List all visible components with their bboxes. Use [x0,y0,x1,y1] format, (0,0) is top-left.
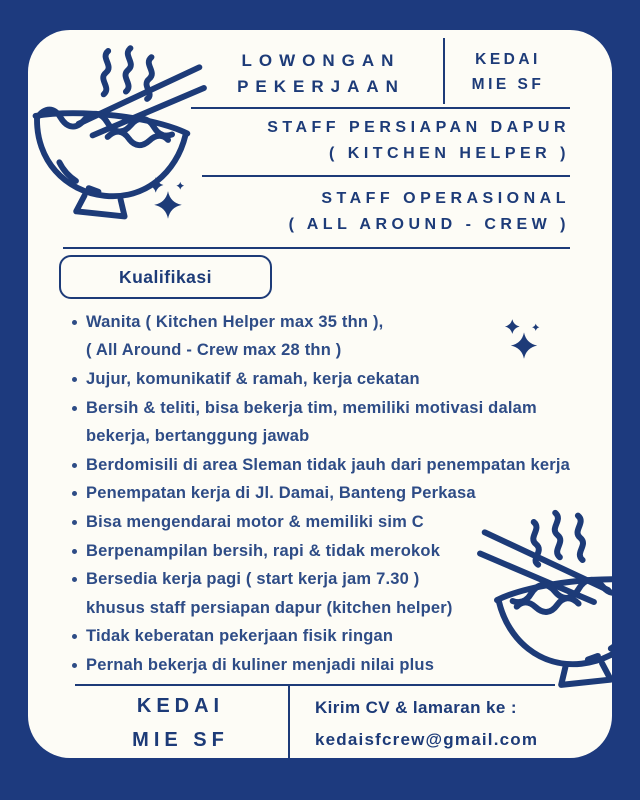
footer-divider [288,684,290,758]
bullet-dot [72,549,77,554]
list-item [72,594,577,623]
list-item [72,537,577,566]
job-subtitle: ( KITCHEN HELPER ) [329,145,570,162]
list-item [72,651,577,680]
section-rule [191,107,570,109]
footer-contact [315,692,565,756]
qualification-text: Bersedia kerja pagi ( start kerja jam 7.30 ) [86,570,420,589]
qualification-text: Pernah bekerja di kuliner menjadi nilai plus [86,655,435,674]
bullet-dot [72,463,77,468]
qualification-list [72,308,577,680]
qualification-text: Tidak keberatan pekerjaan fisik ringan [86,627,394,646]
list-item [72,422,577,451]
footer-brand-line2: MIE SF [132,729,229,751]
qualification-text: Berdomisili di area Sleman tidak jauh dari penempatan kerja [86,455,571,474]
list-item [72,365,577,394]
list-item [72,623,577,652]
job-position-kitchen-helper [178,115,570,167]
footer-brand [88,689,273,757]
bullet-dot [72,520,77,525]
job-title: STAFF PERSIAPAN DAPUR [267,119,570,136]
bullet-dot [72,634,77,639]
bullet-dot [72,377,77,382]
bullet-dot [72,491,77,496]
list-item [72,480,577,509]
qualification-text: ( All Around - Crew max 28 thn ) [86,341,342,360]
section-rule [202,175,570,177]
contact-email[interactable]: kedaisfcrew@gmail.com [315,730,539,749]
bullet-dot [72,406,77,411]
list-item [72,394,577,423]
qualifications-heading-box [59,255,272,299]
brand-line2: MIE SF [471,76,545,93]
bullet-dot [72,320,77,325]
qualification-text: Penempatan kerja di Jl. Damai, Banteng Perkasa [86,484,476,503]
bullet-dot [72,577,77,582]
job-position-all-around-crew [178,186,570,238]
list-item [72,451,577,480]
list-item [72,337,577,366]
contact-label: Kirim CV & lamaran ke : [315,698,517,717]
qualifications-heading: Kualifikasi [118,266,213,287]
list-item [72,308,577,337]
qualification-text: Bersih & teliti, bisa bekerja tim, memiliki motivasi dalam [86,398,537,417]
brand-line1: KEDAI [475,51,541,68]
job-title: STAFF OPERASIONAL [321,190,570,207]
page-title [168,48,474,100]
qualification-text: Bisa mengendarai motor & memiliki sim C [86,512,424,531]
qualification-text: Wanita ( Kitchen Helper max 35 thn ), [86,312,384,331]
poster-card [28,30,612,758]
list-item [72,565,577,594]
section-rule [63,247,570,249]
job-subtitle: ( ALL AROUND - CREW ) [288,216,570,233]
qualification-text: khusus staff persiapan dapur (kitchen helper) [86,598,453,617]
footer-rule [75,684,555,686]
brand-name [440,47,576,97]
qualification-text: Berpenampilan bersih, rapi & tidak merokok [86,541,441,560]
bullet-dot [72,663,77,668]
list-item [72,508,577,537]
footer-brand-line1: KEDAI [136,695,225,717]
qualification-text: Jujur, komunikatif & ramah, kerja cekatan [86,369,420,388]
page-title-line2: PEKERJAAN [237,77,405,96]
page-title-line1: LOWONGAN [241,51,401,70]
qualification-text: bekerja, bertanggung jawab [86,427,310,446]
